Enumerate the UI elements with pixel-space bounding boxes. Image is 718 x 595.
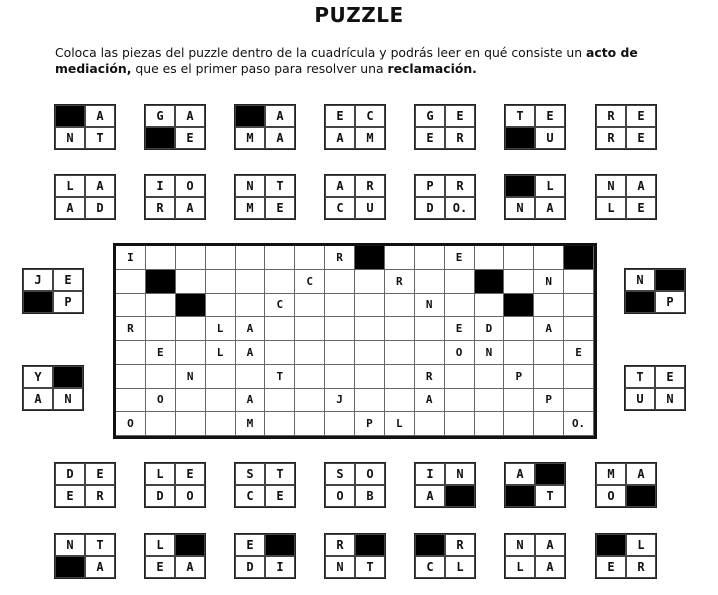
puzzle-piece[interactable]: [595, 174, 657, 220]
piece-cell: D: [145, 485, 175, 507]
instructions-bold-2: reclamación.: [387, 61, 477, 76]
piece-cell: A: [265, 105, 295, 127]
piece-cell: R: [596, 127, 626, 149]
grid-cell[interactable]: [116, 365, 146, 389]
piece-cell: N: [505, 534, 535, 556]
grid-cell[interactable]: [176, 270, 206, 294]
grid-cell[interactable]: [295, 317, 325, 341]
grid-cell[interactable]: [176, 389, 206, 413]
grid-cell[interactable]: C: [265, 294, 295, 318]
piece-cell: E: [55, 485, 85, 507]
grid-cell[interactable]: [534, 365, 564, 389]
piece-cell: L: [596, 197, 626, 219]
piece-cell: A: [55, 197, 85, 219]
grid-cell[interactable]: O: [445, 341, 475, 365]
grid-cell[interactable]: [445, 365, 475, 389]
grid-cell[interactable]: [475, 294, 505, 318]
grid-cell[interactable]: P: [355, 412, 385, 436]
piece-cell: M: [235, 127, 265, 149]
piece-cell: A: [626, 175, 656, 197]
grid-cell[interactable]: [415, 246, 445, 270]
grid-cell[interactable]: [325, 412, 355, 436]
puzzle-piece[interactable]: [324, 462, 386, 508]
grid-cell[interactable]: [475, 389, 505, 413]
piece-cell: B: [355, 485, 385, 507]
piece-cell: L: [505, 556, 535, 578]
puzzle-piece[interactable]: [595, 462, 657, 508]
piece-cell: A: [535, 556, 565, 578]
piece-cell: G: [145, 105, 175, 127]
grid-cell[interactable]: [415, 341, 445, 365]
grid-cell[interactable]: [564, 365, 594, 389]
puzzle-piece[interactable]: [54, 462, 116, 508]
piece-cell: A: [85, 175, 115, 197]
piece-cell: N: [53, 388, 83, 410]
piece-cell: E: [626, 197, 656, 219]
puzzle-piece[interactable]: [324, 533, 386, 579]
piece-cell-black: [145, 127, 175, 149]
grid-cell[interactable]: [355, 365, 385, 389]
puzzle-piece[interactable]: [504, 462, 566, 508]
piece-cell: R: [355, 175, 385, 197]
grid-cell[interactable]: A: [236, 317, 266, 341]
piece-cell: C: [235, 485, 265, 507]
grid-cell[interactable]: [295, 246, 325, 270]
grid-cell[interactable]: [325, 317, 355, 341]
puzzle-piece[interactable]: [504, 104, 566, 150]
piece-cell-black: [175, 534, 205, 556]
puzzle-piece[interactable]: [595, 533, 657, 579]
grid-cell-black[interactable]: [504, 294, 534, 318]
grid-cell[interactable]: [206, 412, 236, 436]
piece-cell: E: [235, 534, 265, 556]
puzzle-piece[interactable]: [624, 365, 686, 411]
piece-cell: E: [53, 269, 83, 291]
piece-cell-black: [655, 269, 685, 291]
piece-cell: R: [445, 534, 475, 556]
piece-cell-black: [596, 534, 626, 556]
piece-cell: E: [85, 463, 115, 485]
piece-cell: A: [175, 197, 205, 219]
piece-cell: L: [445, 556, 475, 578]
grid-cell[interactable]: [385, 317, 415, 341]
piece-cell: T: [355, 556, 385, 578]
grid-cell[interactable]: D: [475, 317, 505, 341]
grid-cell[interactable]: [116, 389, 146, 413]
grid-cell[interactable]: N: [534, 270, 564, 294]
grid-cell[interactable]: [206, 365, 236, 389]
piece-cell: T: [625, 366, 655, 388]
piece-cell: N: [55, 534, 85, 556]
piece-cell: N: [625, 269, 655, 291]
piece-cell: A: [626, 463, 656, 485]
grid-cell[interactable]: [146, 246, 176, 270]
instructions: [55, 45, 675, 77]
grid-cell[interactable]: P: [534, 389, 564, 413]
piece-cell: T: [535, 485, 565, 507]
piece-cell: R: [445, 175, 475, 197]
piece-cell: D: [415, 197, 445, 219]
grid-cell[interactable]: [504, 412, 534, 436]
piece-cell: M: [355, 127, 385, 149]
piece-cell: E: [175, 127, 205, 149]
grid-cell[interactable]: [534, 341, 564, 365]
grid-cell[interactable]: [355, 294, 385, 318]
piece-cell: P: [415, 175, 445, 197]
piece-cell: S: [235, 463, 265, 485]
piece-cell: T: [265, 175, 295, 197]
grid-cell[interactable]: [295, 412, 325, 436]
piece-cell-black: [23, 291, 53, 313]
grid-cell[interactable]: [475, 412, 505, 436]
piece-cell: I: [145, 175, 175, 197]
piece-cell: U: [535, 127, 565, 149]
piece-cell: E: [535, 105, 565, 127]
puzzle-piece[interactable]: [595, 104, 657, 150]
puzzle-piece[interactable]: [234, 533, 296, 579]
grid-cell[interactable]: [206, 270, 236, 294]
grid-cell[interactable]: [206, 294, 236, 318]
piece-cell: N: [655, 388, 685, 410]
grid-cell-black[interactable]: [564, 246, 594, 270]
grid-cell[interactable]: [385, 246, 415, 270]
instructions-bold-1: acto de mediación,: [55, 45, 638, 76]
grid-cell[interactable]: E: [146, 341, 176, 365]
piece-cell: E: [265, 485, 295, 507]
grid-cell[interactable]: [295, 389, 325, 413]
puzzle-piece[interactable]: [54, 174, 116, 220]
piece-cell-black: [235, 105, 265, 127]
grid-cell[interactable]: [265, 412, 295, 436]
piece-cell: J: [23, 269, 53, 291]
piece-cell: O: [175, 175, 205, 197]
grid-cell[interactable]: [564, 270, 594, 294]
puzzle-piece[interactable]: [54, 104, 116, 150]
grid-cell[interactable]: J: [325, 389, 355, 413]
piece-cell: R: [596, 105, 626, 127]
puzzle-piece[interactable]: [234, 104, 296, 150]
grid-cell[interactable]: [265, 246, 295, 270]
grid-cell[interactable]: [385, 294, 415, 318]
grid-cell[interactable]: [325, 341, 355, 365]
piece-cell-black: [535, 463, 565, 485]
grid-cell[interactable]: [206, 389, 236, 413]
grid-cell[interactable]: [116, 294, 146, 318]
puzzle-piece[interactable]: [54, 533, 116, 579]
piece-cell: T: [85, 127, 115, 149]
grid-cell[interactable]: [146, 412, 176, 436]
grid-cell[interactable]: N: [475, 341, 505, 365]
grid-cell-black[interactable]: [475, 270, 505, 294]
piece-cell: A: [175, 556, 205, 578]
grid-cell[interactable]: [236, 246, 266, 270]
piece-cell: T: [85, 534, 115, 556]
grid-cell[interactable]: [206, 246, 236, 270]
grid-cell[interactable]: O: [146, 389, 176, 413]
puzzle-piece[interactable]: [22, 268, 84, 314]
piece-cell: A: [325, 127, 355, 149]
piece-cell: I: [415, 463, 445, 485]
grid-cell[interactable]: [355, 317, 385, 341]
grid-cell[interactable]: N: [415, 294, 445, 318]
piece-cell: P: [655, 291, 685, 313]
grid-cell[interactable]: [146, 294, 176, 318]
piece-cell: E: [415, 127, 445, 149]
piece-cell-black: [625, 291, 655, 313]
grid-cell[interactable]: L: [385, 412, 415, 436]
piece-cell: E: [626, 105, 656, 127]
piece-cell: A: [85, 105, 115, 127]
piece-cell: C: [325, 197, 355, 219]
piece-cell: E: [596, 556, 626, 578]
piece-cell: E: [655, 366, 685, 388]
piece-cell: A: [325, 175, 355, 197]
piece-cell: R: [85, 485, 115, 507]
piece-cell: A: [23, 388, 53, 410]
grid-cell[interactable]: [295, 341, 325, 365]
piece-cell: L: [145, 534, 175, 556]
grid-cell[interactable]: E: [564, 341, 594, 365]
grid-cell[interactable]: E: [445, 246, 475, 270]
puzzle-grid: [113, 243, 597, 439]
grid-cell-black[interactable]: [355, 246, 385, 270]
piece-cell: L: [145, 463, 175, 485]
grid-cell[interactable]: [564, 294, 594, 318]
piece-cell: N: [325, 556, 355, 578]
grid-cell[interactable]: [504, 317, 534, 341]
piece-cell-black: [355, 534, 385, 556]
piece-cell: T: [265, 463, 295, 485]
grid-cell[interactable]: [176, 412, 206, 436]
piece-cell: O: [355, 463, 385, 485]
piece-cell: R: [445, 127, 475, 149]
puzzle-piece[interactable]: [414, 104, 476, 150]
grid-cell[interactable]: R: [325, 246, 355, 270]
piece-cell-black: [626, 485, 656, 507]
grid-cell[interactable]: A: [534, 317, 564, 341]
page-title: PUZZLE: [314, 3, 404, 27]
grid-cell[interactable]: [295, 294, 325, 318]
grid-cell[interactable]: [385, 389, 415, 413]
piece-cell-black: [55, 105, 85, 127]
grid-cell[interactable]: [445, 389, 475, 413]
piece-cell: I: [265, 556, 295, 578]
puzzle-piece[interactable]: [144, 462, 206, 508]
piece-cell: R: [145, 197, 175, 219]
piece-cell: G: [415, 105, 445, 127]
piece-cell: O.: [445, 197, 475, 219]
puzzle-piece[interactable]: [414, 533, 476, 579]
grid-cell[interactable]: E: [445, 317, 475, 341]
grid-cell-black[interactable]: [176, 294, 206, 318]
puzzle-piece[interactable]: [234, 174, 296, 220]
piece-cell: C: [355, 105, 385, 127]
piece-cell: E: [145, 556, 175, 578]
piece-cell-black: [445, 485, 475, 507]
grid-cell[interactable]: [475, 365, 505, 389]
grid-cell[interactable]: P: [504, 365, 534, 389]
piece-cell: D: [55, 463, 85, 485]
piece-cell: R: [325, 534, 355, 556]
piece-cell: N: [55, 127, 85, 149]
piece-cell: D: [85, 197, 115, 219]
grid-cell[interactable]: [534, 246, 564, 270]
piece-cell: U: [355, 197, 385, 219]
piece-cell: L: [535, 175, 565, 197]
piece-cell: E: [325, 105, 355, 127]
grid-cell[interactable]: N: [176, 365, 206, 389]
grid-cell[interactable]: C: [295, 270, 325, 294]
grid-cell[interactable]: [504, 246, 534, 270]
grid-cell[interactable]: [504, 389, 534, 413]
grid-cell[interactable]: [415, 317, 445, 341]
piece-cell: D: [235, 556, 265, 578]
puzzle-piece[interactable]: [504, 533, 566, 579]
grid-cell[interactable]: [475, 246, 505, 270]
piece-cell-black: [53, 366, 83, 388]
grid-cell[interactable]: [355, 389, 385, 413]
grid-cell[interactable]: [176, 341, 206, 365]
grid-cell[interactable]: [146, 317, 176, 341]
grid-cell[interactable]: [534, 294, 564, 318]
piece-cell: E: [445, 105, 475, 127]
piece-cell: P: [53, 291, 83, 313]
piece-cell-black: [415, 534, 445, 556]
puzzle-piece[interactable]: [144, 533, 206, 579]
grid-cell[interactable]: [355, 270, 385, 294]
puzzle-piece[interactable]: [414, 174, 476, 220]
grid-cell[interactable]: T: [265, 365, 295, 389]
grid-cell[interactable]: A: [236, 341, 266, 365]
grid-cell[interactable]: [504, 270, 534, 294]
grid-cell[interactable]: [295, 365, 325, 389]
grid-cell-black[interactable]: [146, 270, 176, 294]
grid-cell[interactable]: I: [116, 246, 146, 270]
piece-cell: Y: [23, 366, 53, 388]
grid-cell[interactable]: A: [415, 389, 445, 413]
piece-cell-black: [55, 556, 85, 578]
instructions-text-1: Coloca las piezas del puzzle dentro de la cuadrícula y podrás leer en qué consiste un: [55, 45, 587, 60]
piece-cell: A: [535, 534, 565, 556]
piece-cell-black: [505, 175, 535, 197]
piece-cell: A: [265, 127, 295, 149]
grid-cell[interactable]: R: [415, 365, 445, 389]
grid-cell[interactable]: [116, 341, 146, 365]
piece-cell: O: [596, 485, 626, 507]
piece-cell: O: [175, 485, 205, 507]
grid-cell[interactable]: [236, 270, 266, 294]
grid-cell[interactable]: [116, 270, 146, 294]
piece-cell: E: [175, 463, 205, 485]
piece-cell: C: [415, 556, 445, 578]
piece-cell: N: [235, 175, 265, 197]
piece-cell: A: [175, 105, 205, 127]
grid-cell[interactable]: [445, 294, 475, 318]
piece-cell: A: [85, 556, 115, 578]
piece-cell: T: [505, 105, 535, 127]
grid-cell[interactable]: M: [236, 412, 266, 436]
grid-cell[interactable]: [265, 341, 295, 365]
grid-cell[interactable]: [415, 412, 445, 436]
piece-cell: R: [626, 556, 656, 578]
grid-cell[interactable]: L: [206, 341, 236, 365]
piece-cell-black: [505, 485, 535, 507]
grid-cell[interactable]: [325, 365, 355, 389]
grid-cell[interactable]: [265, 389, 295, 413]
piece-cell: A: [505, 463, 535, 485]
grid-cell[interactable]: [445, 412, 475, 436]
grid-cell[interactable]: [325, 270, 355, 294]
piece-cell: U: [625, 388, 655, 410]
piece-cell: N: [596, 175, 626, 197]
piece-cell: S: [325, 463, 355, 485]
grid-cell[interactable]: [146, 365, 176, 389]
puzzle-piece[interactable]: [22, 365, 84, 411]
puzzle-piece[interactable]: [144, 104, 206, 150]
grid-cell[interactable]: [176, 317, 206, 341]
grid-cell[interactable]: [355, 341, 385, 365]
grid-cell[interactable]: [534, 412, 564, 436]
piece-cell: L: [55, 175, 85, 197]
grid-cell[interactable]: O: [116, 412, 146, 436]
piece-cell-black: [265, 534, 295, 556]
puzzle-piece[interactable]: [414, 462, 476, 508]
piece-cell: L: [626, 534, 656, 556]
grid-cell[interactable]: [325, 294, 355, 318]
piece-cell: A: [415, 485, 445, 507]
grid-cell[interactable]: O.: [564, 412, 594, 436]
piece-cell: E: [265, 197, 295, 219]
grid-cell[interactable]: [564, 389, 594, 413]
grid-cell[interactable]: [236, 365, 266, 389]
puzzle-piece[interactable]: [624, 268, 686, 314]
grid-cell[interactable]: [176, 246, 206, 270]
piece-cell: A: [535, 197, 565, 219]
instructions-text-2: que es el primer paso para resolver una: [131, 61, 388, 76]
grid-cell[interactable]: [385, 341, 415, 365]
piece-cell: N: [445, 463, 475, 485]
grid-cell[interactable]: [564, 317, 594, 341]
grid-cell[interactable]: R: [116, 317, 146, 341]
grid-cell[interactable]: R: [385, 270, 415, 294]
piece-cell: E: [626, 127, 656, 149]
piece-cell-black: [505, 127, 535, 149]
puzzle-piece[interactable]: [144, 174, 206, 220]
grid-cell[interactable]: A: [236, 389, 266, 413]
grid-cell[interactable]: L: [206, 317, 236, 341]
puzzle-piece[interactable]: [324, 174, 386, 220]
grid-cell[interactable]: [265, 317, 295, 341]
piece-cell: N: [505, 197, 535, 219]
grid-cell[interactable]: [265, 270, 295, 294]
piece-cell: M: [235, 197, 265, 219]
piece-cell: O: [325, 485, 355, 507]
grid-cell[interactable]: [504, 341, 534, 365]
grid-cell[interactable]: [236, 294, 266, 318]
grid-cell[interactable]: [445, 270, 475, 294]
puzzle-piece[interactable]: [504, 174, 566, 220]
puzzle-piece[interactable]: [234, 462, 296, 508]
piece-cell: M: [596, 463, 626, 485]
grid-cell[interactable]: [385, 365, 415, 389]
grid-cell[interactable]: [415, 270, 445, 294]
puzzle-piece[interactable]: [324, 104, 386, 150]
